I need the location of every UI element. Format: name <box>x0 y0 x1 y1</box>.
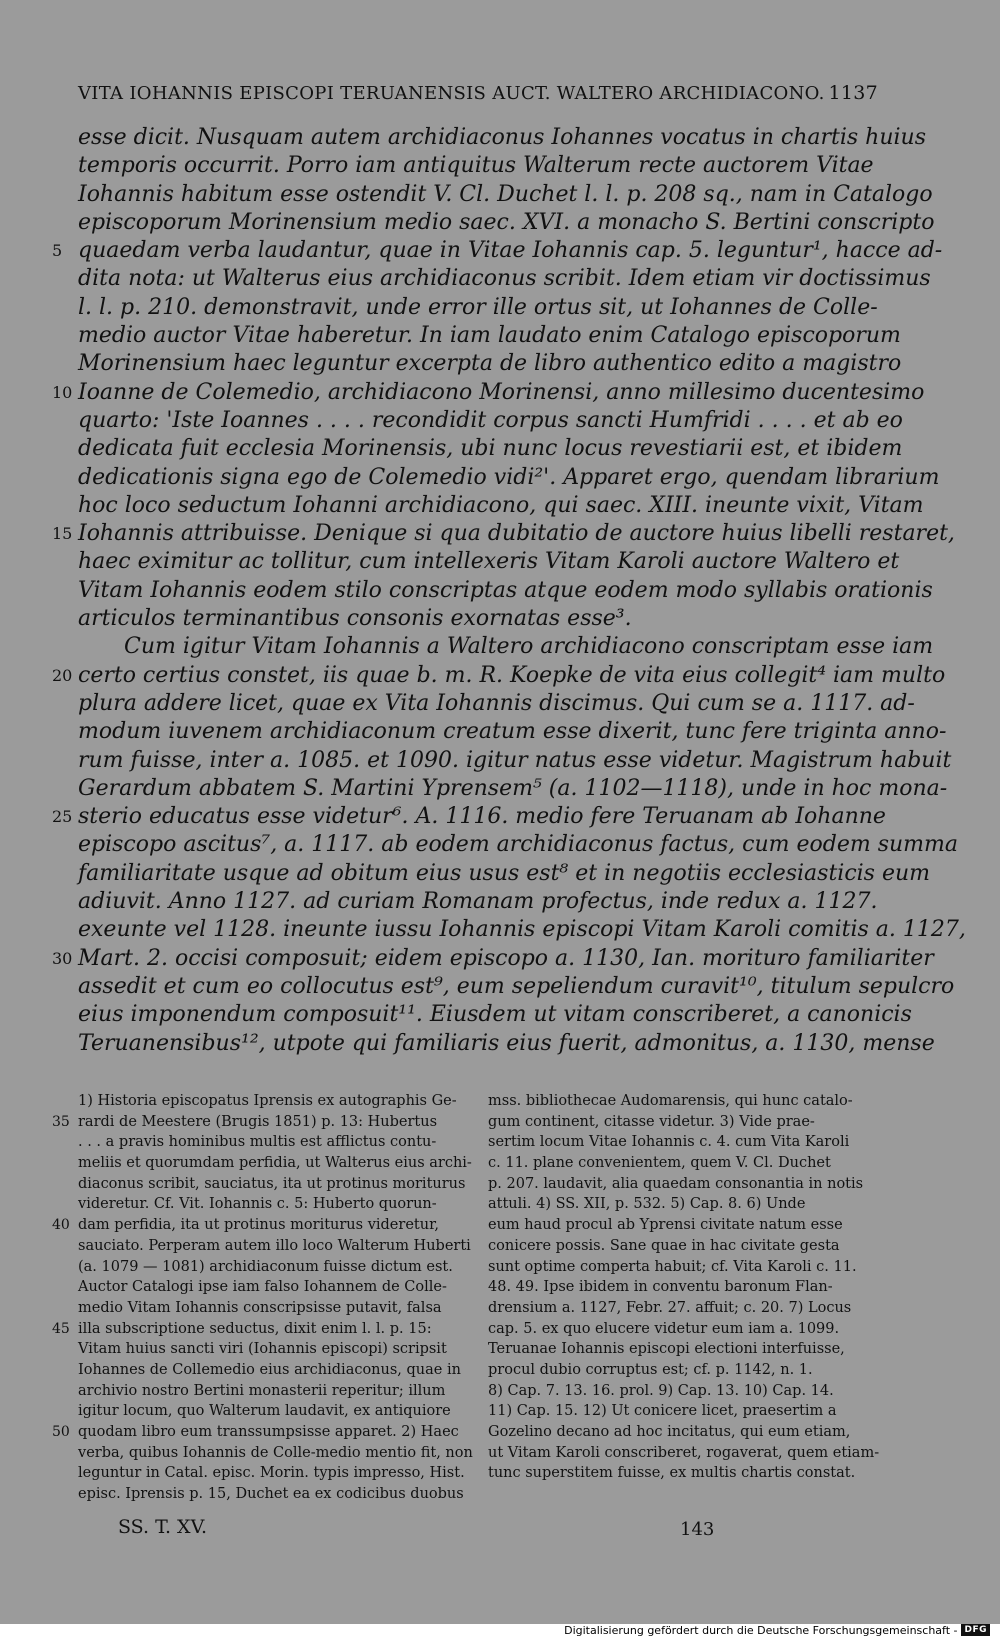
line-number: 5 <box>52 241 63 261</box>
line-text: meliis et quorumdam perfidia, ut Walterus eius archi- <box>78 1155 472 1172</box>
footnote-line <box>78 1339 471 1360</box>
footnote-line <box>78 1401 471 1422</box>
footnote-line <box>78 1194 471 1215</box>
line-text: episcopo ascitus⁷, a. 1117. ab eodem archidiaconus factus, cum eodem summa <box>78 832 958 858</box>
footnote-line <box>488 1422 881 1443</box>
line-text: medio Vitam Iohannis conscripsisse putavit, falsa <box>78 1299 442 1316</box>
line-text: videretur. Cf. Vit. Iohannis c. 5: Huberto quorun- <box>78 1196 437 1213</box>
line-number: 35 <box>52 1113 70 1130</box>
footnote-line <box>78 1381 471 1402</box>
text-line <box>78 973 955 1001</box>
line-number: 15 <box>52 524 73 544</box>
line-text: sterio educatus esse videtur⁶. A. 1116. medio fere Teruanam ab Iohanne <box>78 804 886 830</box>
dfg-logo: DFG <box>961 1624 990 1636</box>
line-text: Cum igitur Vitam Iohannis a Waltero archidiacono conscriptam esse iam <box>124 634 934 660</box>
text-line <box>78 124 927 152</box>
footnote-line <box>78 1257 471 1278</box>
line-text: c. 11. plane convenientem, quem V. Cl. Duchet <box>488 1155 831 1172</box>
text-line <box>78 718 947 746</box>
line-text: gum continent, citasse videtur. 3) Vide prae- <box>488 1113 815 1130</box>
digitization-footer <box>564 1622 990 1638</box>
footnote-line <box>52 1112 471 1133</box>
line-text: Teruanensibus¹², utpote qui familiaris eius fuerit, admonitus, a. 1130, mense <box>78 1030 935 1056</box>
line-text: eum haud procul ab Yprensi civitate natum esse <box>488 1217 843 1234</box>
text-line <box>78 209 935 237</box>
line-text: sertim locum Vitae Iohannis c. 4. cum Vita Karoli <box>488 1134 850 1151</box>
text-line <box>52 803 886 831</box>
line-text: 8) Cap. 7. 13. 16. prol. 9) Cap. 13. 10) Cap. 14. <box>488 1382 834 1399</box>
footnote-line <box>488 1153 881 1174</box>
footnote-line <box>78 1484 471 1505</box>
line-text: rardi de Meestere (Brugis 1851) p. 13: Hubertus <box>78 1113 438 1130</box>
text-line <box>78 1001 912 1029</box>
footnote-line <box>488 1381 881 1402</box>
text-line <box>78 1030 935 1058</box>
line-text: conicere possis. Sane quae in hac civitate gesta <box>488 1237 840 1254</box>
text-line <box>78 435 903 463</box>
line-text: Teruanae Iohannis episcopi electioni interfuisse, <box>488 1341 845 1358</box>
text-line <box>78 265 931 293</box>
line-text: hoc loco seductum Iohanni archidiacono, qui saec. XIII. ineunte vixit, Vitam <box>78 492 924 518</box>
line-text: tunc superstitem fuisse, ex multis chartis constat. <box>488 1465 856 1482</box>
line-text: verba, quibus Iohannis de Colle-medio mentio fit, non <box>78 1444 473 1461</box>
line-text: certo certius constet, iis quae b. m. R. Koepke de vita eius collegit⁴ iam multo <box>78 662 946 688</box>
footnote-line <box>78 1132 471 1153</box>
line-text: illa subscriptione seductus, dixit enim l. l. p. 15: <box>78 1320 432 1337</box>
line-text: episc. Iprensis p. 15, Duchet ea ex codicibus duobus <box>78 1486 464 1503</box>
text-line <box>78 492 924 520</box>
text-line <box>52 520 955 548</box>
footnote-line <box>78 1174 471 1195</box>
text-line <box>78 350 902 378</box>
footnote-line <box>78 1153 471 1174</box>
line-text: Mart. 2. occisi composuit; eidem episcopo a. 1130, Ian. morituro familiariter <box>78 945 934 971</box>
line-text: Vitam huius sancti viri (Iohannis episcopi) scripsit <box>78 1341 447 1358</box>
line-text: 11) Cap. 15. 12) Ut conicere licet, praesertim a <box>488 1403 837 1420</box>
line-text: sauciato. Perperam autem illo loco Walterum Huberti <box>78 1237 471 1254</box>
header-title: VITA IOHANNIS EPISCOPI TERUANENSIS AUCT. WALTERO ARCHIDIACONO. <box>78 83 825 104</box>
text-line <box>78 775 948 803</box>
line-text: dedicationis signa ego de Colemedio vidi²'. Apparet ergo, quendam librarium <box>78 464 940 490</box>
line-text: l. l. p. 210. demonstravit, unde error ille ortus sit, ut Iohannes de Colle- <box>78 294 878 320</box>
text-line <box>52 662 946 690</box>
line-text: dita nota: ut Walterus eius archidiaconus scribit. Idem etiam vir doctissimus <box>78 266 931 292</box>
line-text: attuli. 4) SS. XII, p. 532. 5) Cap. 8. 6) Unde <box>488 1196 806 1213</box>
line-text: Iohannes de Collemedio eius archidiaconus, quae in <box>78 1361 461 1378</box>
line-number: 20 <box>52 665 73 685</box>
footnote-line <box>488 1339 881 1360</box>
text-line <box>78 152 878 180</box>
line-text: exeunte vel 1128. ineunte iussu Iohannis episcopi Vitam Karoli comitis a. 1127, <box>78 917 966 943</box>
text-line <box>78 747 952 775</box>
line-text: adiuvit. Anno 1127. ad curiam Romanam profectus, inde redux a. 1127. <box>78 889 878 915</box>
text-line <box>78 860 931 888</box>
line-text: . . . a pravis hominibus multis est afflictus contu- <box>78 1134 437 1151</box>
main-text <box>52 124 966 1058</box>
footnote-line <box>52 1422 471 1443</box>
footnote-line <box>78 1298 471 1319</box>
footnote-line <box>488 1091 881 1112</box>
text-line <box>78 407 903 435</box>
line-text: eius imponendum composuit¹¹. Eiusdem ut vitam conscriberet, a canonicis <box>78 1002 912 1028</box>
footnote-line <box>78 1463 471 1484</box>
text-line <box>78 294 878 322</box>
line-text: Iohannis attribuisse. Denique si qua dubitatio de auctore huius libelli restaret, <box>78 521 955 547</box>
footnote-line <box>78 1277 471 1298</box>
line-text: drensium a. 1127, Febr. 27. affuit; c. 20. 7) Locus <box>488 1299 852 1316</box>
line-text: dam perfidia, ita ut protinus moriturus videretur, <box>78 1217 440 1234</box>
line-text: leguntur in Catal. episc. Morin. typis impresso, Hist. <box>78 1465 465 1482</box>
line-text: 48. 49. Ipse ibidem in conventu baronum Flan- <box>488 1279 833 1296</box>
line-text: (a. 1079 — 1081) archidiaconum fuisse dictum est. <box>78 1258 453 1275</box>
line-number: 10 <box>52 382 73 402</box>
footnote-line <box>488 1319 881 1340</box>
text-line <box>52 237 943 265</box>
line-number: 40 <box>52 1217 70 1234</box>
footnote-line <box>78 1091 471 1112</box>
text-line <box>78 322 901 350</box>
footnote-line <box>488 1277 881 1298</box>
line-text: ut Vitam Karoli conscriberet, rogaverat, quem etiam- <box>488 1444 880 1461</box>
line-text: Ioanne de Colemedio, archidiacono Morinensi, anno millesimo ducentesimo <box>78 379 925 405</box>
running-header <box>78 82 878 104</box>
footnote-line <box>488 1257 881 1278</box>
line-text: haec eximitur ac tollitur, cum intellexeris Vitam Karoli auctore Waltero et <box>78 549 900 575</box>
line-text: sunt optime comperta habuit; cf. Vita Karoli c. 11. <box>488 1258 857 1275</box>
footnote-line <box>488 1174 881 1195</box>
text-line <box>78 605 878 633</box>
line-text: plura addere licet, quae ex Vita Iohannis discimus. Qui cum se a. 1117. ad- <box>78 690 915 716</box>
line-text: Iohannis habitum esse ostendit V. Cl. Duchet l. l. p. 208 sq., nam in Catalogo <box>78 181 933 207</box>
footnote-line <box>488 1132 881 1153</box>
line-text: Morinensium haec leguntur excerpta de libro authentico edito a magistro <box>78 351 902 377</box>
footnote-line <box>488 1215 881 1236</box>
footnotes-right-column <box>488 1091 881 1484</box>
line-number: 25 <box>52 807 73 827</box>
footnote-line <box>52 1319 471 1340</box>
line-text: mss. bibliothecae Audomarensis, qui hunc catalo- <box>488 1093 853 1109</box>
footnote-line <box>488 1463 881 1484</box>
line-text: dedicata fuit ecclesia Morinensis, ubi nunc locus revestiarii est, et ibidem <box>78 436 903 462</box>
line-text: assedit et cum eo collocutus est⁹, eum sepeliendum curavit¹⁰, titulum sepulcro <box>78 973 955 999</box>
line-text: esse dicit. Nusquam autem archidiaconus Iohannes vocatus in chartis huius <box>78 125 927 150</box>
line-text: rum fuisse, inter a. 1085. et 1090. igitur natus esse videtur. Magistrum habuit <box>78 747 952 773</box>
footnote-line <box>52 1215 471 1236</box>
line-text: episcoporum Morinensium medio saec. XVI. a monacho S. Bertini conscripto <box>78 209 935 235</box>
line-text: modum iuvenem archidiaconum creatum esse dixerit, tunc fere triginta anno- <box>78 719 947 745</box>
line-text: archivio nostro Bertini monasterii reperitur; illum <box>78 1382 446 1399</box>
line-number: 45 <box>52 1320 70 1337</box>
text-line <box>78 916 966 944</box>
footnote-line <box>488 1298 881 1319</box>
line-text: 1) Historia episcopatus Iprensis ex autographis Ge- <box>78 1093 457 1109</box>
line-text: Auctor Catalogi ipse iam falso Iohannem de Colle- <box>78 1279 447 1296</box>
footnote-line <box>488 1236 881 1257</box>
footnote-line <box>488 1401 881 1422</box>
line-text: familiaritate usque ad obitum eius usus est⁸ et in negotiis ecclesiasticis eum <box>78 860 931 886</box>
text-line <box>78 633 934 661</box>
text-line <box>78 690 915 718</box>
text-line <box>78 464 940 492</box>
text-line <box>52 945 934 973</box>
line-text: diaconus scribit, sauciatus, ita ut protinus moriturus <box>78 1175 466 1192</box>
text-line <box>78 577 933 605</box>
footnotes-left-column <box>52 1091 473 1505</box>
footnote-line <box>488 1443 881 1464</box>
line-text: Gozelino decano ad hoc incitatus, qui eum etiam, <box>488 1424 851 1440</box>
line-text: quaedam verba laudantur, quae in Vitae Iohannis cap. 5. leguntur¹, hacce ad- <box>78 238 943 264</box>
text-line <box>78 888 878 916</box>
line-number: 50 <box>52 1424 70 1440</box>
line-text: cap. 5. ex quo elucere videtur eum iam a. 1099. <box>488 1320 840 1337</box>
text-line <box>78 548 900 576</box>
footnote-line <box>488 1112 881 1133</box>
line-text: p. 207. laudavit, alia quaedam consonantia in notis <box>488 1175 864 1192</box>
text-line <box>78 181 933 209</box>
footnote-line <box>78 1443 471 1464</box>
footer-credit: Digitalisierung gefördert durch die Deutsche Forschungsgemeinschaft - <box>564 1623 958 1637</box>
text-line <box>78 831 958 859</box>
line-text: Vitam Iohannis eodem stilo conscriptas atque eodem modo syllabis orationis <box>78 577 933 603</box>
sheet-number: 143 <box>680 1519 715 1540</box>
footnote-line <box>488 1360 881 1381</box>
footnote-line <box>78 1360 471 1381</box>
line-number: 30 <box>52 948 73 968</box>
line-text: quodam libro eum transsumpsisse apparet. 2) Haec <box>78 1424 459 1440</box>
line-text: igitur locum, quo Walterum laudavit, ex antiquiore <box>78 1403 451 1420</box>
page-number: 1137 <box>828 82 878 104</box>
signature-mark: SS. T. XV. <box>118 1516 208 1538</box>
footnote-line <box>488 1194 881 1215</box>
line-text: medio auctor Vitae haberetur. In iam laudato enim Catalogo episcoporum <box>78 323 901 349</box>
text-line <box>52 379 925 407</box>
line-text: procul dubio corruptus est; cf. p. 1142, n. 1. <box>488 1361 813 1378</box>
line-text: quarto: 'Iste Ioannes . . . . recondidit corpus sancti Humfridi . . . . et ab eo <box>78 407 903 433</box>
line-text: articulos terminantibus consonis exornatas esse³. <box>78 606 632 632</box>
line-text: temporis occurrit. Porro iam antiquitus Walterum recte auctorem Vitae <box>78 153 874 179</box>
footnote-line <box>78 1236 471 1257</box>
line-text: Gerardum abbatem S. Martini Yprensem⁵ (a. 1102—1118), unde in hoc mona- <box>78 775 948 801</box>
